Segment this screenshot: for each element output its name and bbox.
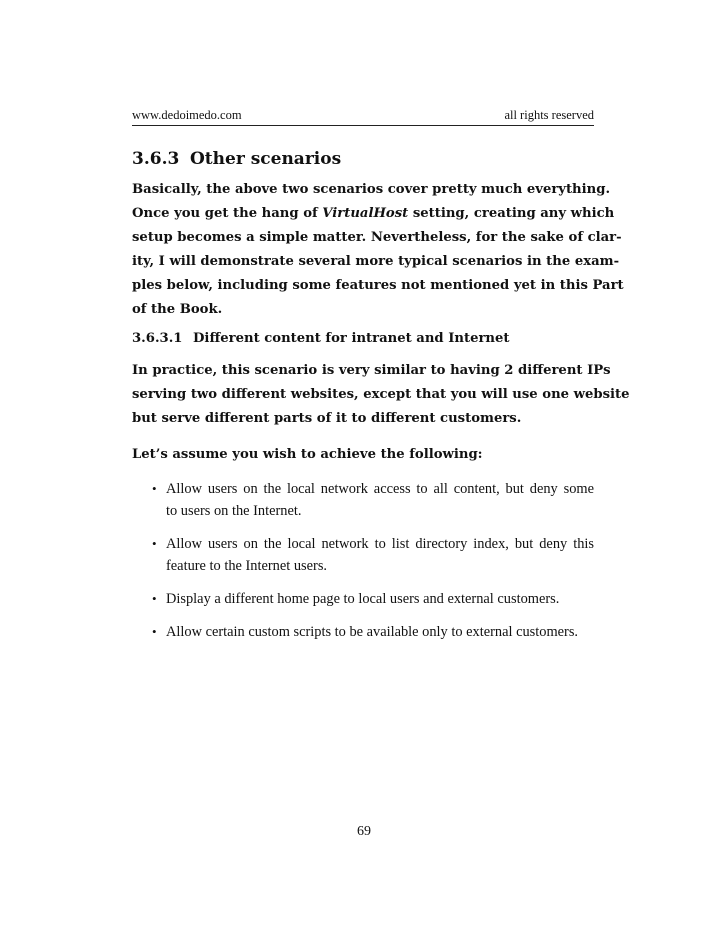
bullet-icon: • bbox=[152, 481, 157, 496]
intro-line: ity, I will demonstrate several more typical scenarios in the exam- bbox=[132, 254, 620, 269]
practice-line: serving two different websites, except that you will use one website bbox=[132, 387, 630, 402]
assume-line: Let’s assume you wish to achieve the following: bbox=[132, 447, 483, 462]
intro-line: ples below, including some features not mentioned yet in this Part bbox=[132, 278, 624, 293]
intro-line: setup becomes a simple matter. Nevertheless, for the sake of clar- bbox=[132, 230, 622, 245]
requirements-list bbox=[132, 478, 594, 654]
intro-line-text: Once you get the hang of bbox=[132, 206, 323, 221]
header-site-url: www.dedoimedo.com bbox=[132, 108, 242, 122]
section-number: 3.6.3 bbox=[132, 149, 180, 169]
list-item bbox=[132, 588, 594, 610]
list-item bbox=[132, 478, 594, 522]
intro-line: of the Book. bbox=[132, 302, 223, 317]
section-title: Other scenarios bbox=[190, 149, 342, 169]
page-number: 69 bbox=[357, 824, 371, 839]
header-rights-notice: all rights reserved bbox=[504, 108, 594, 122]
bullet-icon: • bbox=[152, 624, 157, 639]
intro-line: Basically, the above two scenarios cover pretty much everything. bbox=[132, 182, 611, 197]
practice-paragraph bbox=[132, 359, 630, 431]
practice-line: In practice, this scenario is very similar to having 2 different IPs bbox=[132, 363, 611, 378]
bullet-icon: • bbox=[152, 536, 157, 551]
list-item-line: feature to the Internet users. bbox=[166, 558, 328, 574]
practice-line: but serve different parts of it to different customers. bbox=[132, 411, 522, 426]
list-item-line: to users on the Internet. bbox=[166, 503, 302, 519]
intro-line-text: setting, creating any which bbox=[408, 206, 615, 221]
list-item-line: Allow users on the local network to list directory index, but deny this bbox=[166, 536, 594, 552]
section-heading bbox=[132, 148, 594, 170]
list-item-line: Allow users on the local network access to all content, but deny some bbox=[166, 481, 594, 497]
bullet-icon: • bbox=[152, 591, 157, 606]
list-item bbox=[132, 533, 594, 577]
subsection-heading bbox=[132, 329, 594, 349]
running-header bbox=[132, 108, 594, 126]
subsection-title: Different content for intranet and Internet bbox=[193, 331, 510, 346]
list-item-line: Allow certain custom scripts to be available only to external customers. bbox=[166, 624, 579, 640]
assume-paragraph bbox=[132, 443, 594, 467]
intro-line bbox=[132, 202, 615, 226]
intro-paragraph bbox=[132, 178, 624, 322]
subsection-number: 3.6.3.1 bbox=[132, 331, 183, 346]
virtualhost-term: VirtualHost bbox=[322, 206, 409, 221]
list-item bbox=[132, 621, 594, 643]
list-item-line: Display a different home page to local users and external customers. bbox=[166, 591, 560, 607]
